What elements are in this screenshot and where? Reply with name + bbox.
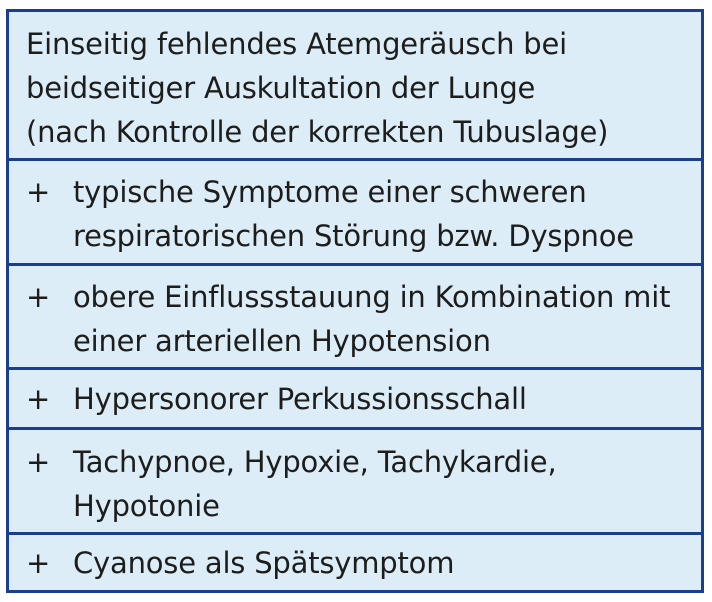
criterion-row xyxy=(9,367,701,427)
criterion-text: Tachypnoe, Hypoxie, Tachykardie, Hypotonie xyxy=(73,444,557,523)
criterion-text: Hypersonorer Perkussionsschall xyxy=(73,382,527,417)
criterion-row xyxy=(9,427,701,532)
criterion-row xyxy=(9,532,701,590)
criteria-table xyxy=(6,9,704,593)
criterion-row xyxy=(9,263,701,367)
criterion-text: Cyanose als Spätsymptom xyxy=(73,546,455,581)
criterion-row xyxy=(9,158,701,262)
plus-sign: + xyxy=(26,444,51,479)
table-header xyxy=(9,12,701,158)
plus-sign: + xyxy=(26,175,51,210)
criterion-text: obere Einflussstauung in Kombination mit einer arteriellen Hypotension xyxy=(73,279,671,358)
plus-sign: + xyxy=(26,546,51,581)
plus-sign: + xyxy=(26,382,51,417)
header-line-2: beidseitiger Auskultation der Lunge xyxy=(26,71,536,105)
plus-sign: + xyxy=(26,279,51,314)
header-line-3: (nach Kontrolle der korrekten Tubuslage) xyxy=(26,115,609,149)
header-line-1: Einseitig fehlendes Atemgeräusch bei xyxy=(26,27,567,61)
criterion-text: typische Symptome einer schweren respiratorischen Störung bzw. Dyspnoe xyxy=(73,175,634,254)
